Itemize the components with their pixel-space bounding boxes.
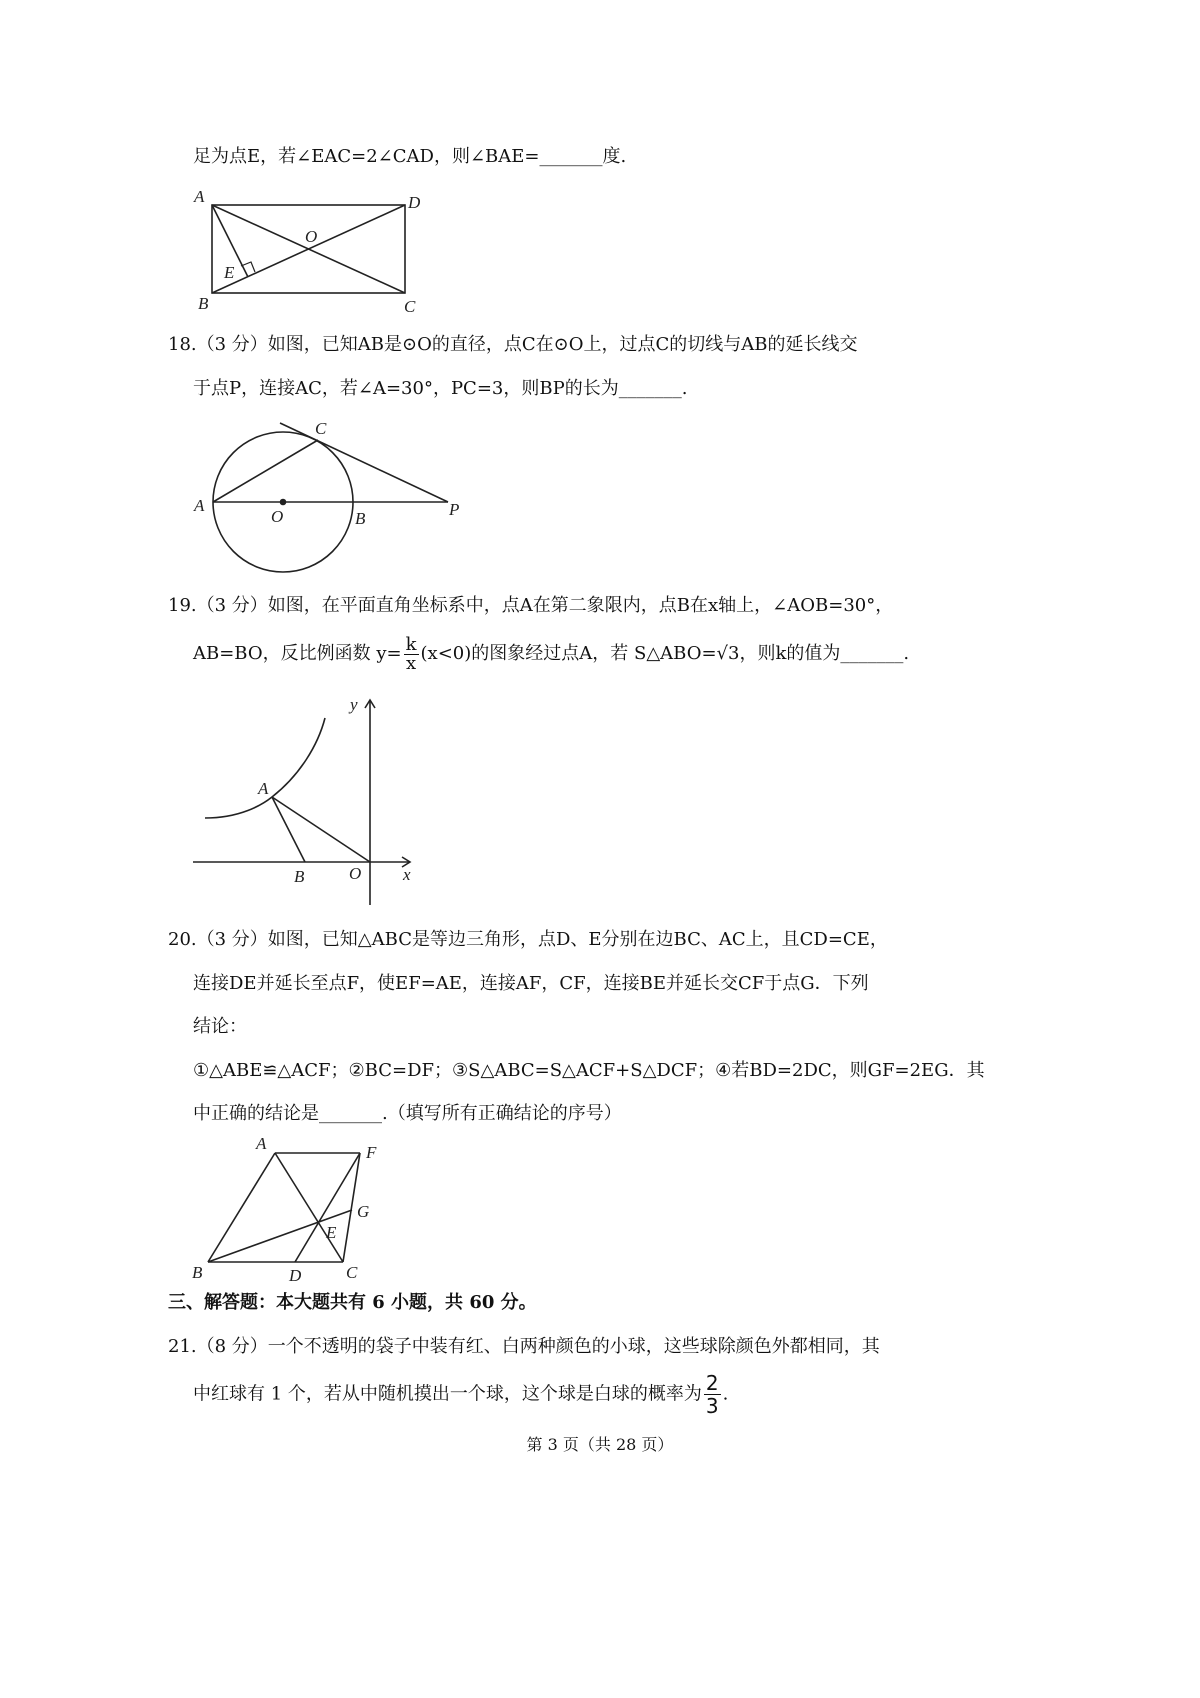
q20-line-2: 连接DE并延长至点F，使EF=AE，连接AF，CF，连接BE并延长交CF于点G．下列 [193, 973, 869, 994]
q20-line-3: 结论： [193, 1016, 247, 1037]
q20-line-1: 20.（3 分）如图，已知△ABC是等边三角形，点D、E分别在边BC、AC上，且CD=CE， [168, 929, 888, 950]
q19-label-y: y [350, 695, 358, 714]
q21-line-2-end: . [722, 1383, 729, 1405]
q17-text: 足为点E，若∠EAC=2∠CAD，则∠BAE=_______度. [193, 146, 627, 167]
q17-label-a: A [194, 187, 205, 206]
q17-label-b: B [198, 294, 209, 313]
q21-line-1: 21.（8 分）一个不透明的袋子中装有红、白两种颜色的小球，这些球除颜色外都相同，其 [168, 1336, 880, 1357]
q21-frac-den: 3 [705, 1394, 719, 1418]
q20-label-a: A [256, 1134, 267, 1153]
q20-line-5: 中正确的结论是_______.（填写所有正确结论的序号） [193, 1103, 622, 1124]
q17-label-c: C [404, 297, 416, 316]
q21-line-2-text: 中红球有 1 个，若从中随机摸出一个球，这个球是白球的概率为 [193, 1383, 702, 1405]
q17-label-d: D [408, 193, 421, 212]
q20-label-b: B [192, 1263, 203, 1282]
q17-figure [212, 205, 405, 293]
q18-line-1: 18.（3 分）如图，已知AB是⊙O的直径，点C在⊙O上，过点C的切线与AB的延长线交 [168, 334, 858, 355]
q19-label-b: B [294, 867, 305, 886]
q18-label-c: C [315, 419, 327, 438]
q21-line-2 [193, 1372, 728, 1417]
section-heading: 三、解答题：本大题共有 6 小题，共 60 分。 [168, 1292, 537, 1313]
q18-figure [213, 423, 448, 572]
q20-label-e: E [326, 1223, 337, 1242]
q20-label-g: G [357, 1202, 370, 1221]
q21-fraction [704, 1372, 721, 1417]
q18-line-2: 于点P，连接AC，若∠A=30°，PC=3，则BP的长为_______. [193, 378, 688, 399]
q17-label-o: O [305, 227, 318, 246]
q20-line-4: ①△ABE≌△ACF；②BC=DF；③S△ABC=S△ACF+S△DCF；④若BD=2DC，则GF=2EG．其 [193, 1060, 985, 1081]
q19-line-2a: AB=BO，反比例函数 y= [193, 643, 402, 664]
q19-label-x: x [403, 865, 411, 884]
q20-figure [208, 1153, 360, 1262]
q20-label-c: C [346, 1263, 358, 1282]
q19-label-o: O [349, 864, 362, 883]
q19-line-1: 19.（3 分）如图，在平面直角坐标系中，点A在第二象限内，点B在x轴上，∠AOB=30°， [168, 595, 894, 616]
q19-line-2b: (x<0)的图象经过点A，若 S△ABO=√3，则k的值为_______. [420, 643, 910, 664]
q19-frac-num: k [405, 633, 417, 655]
q18-label-p: P [449, 500, 460, 519]
page-footer: 第 3 页（共 28 页） [526, 1435, 674, 1454]
q20-label-f: F [366, 1143, 377, 1162]
q18-label-b: B [355, 509, 366, 528]
q19-label-a: A [258, 779, 269, 798]
q18-label-o: O [271, 507, 284, 526]
q19-fraction [404, 633, 419, 674]
q19-line-2 [193, 634, 909, 674]
q21-frac-num: 2 [705, 1371, 719, 1395]
q17-label-e: E [224, 263, 235, 282]
q19-frac-den: x [405, 652, 417, 674]
q18-label-a: A [194, 496, 205, 515]
q20-label-d: D [289, 1266, 302, 1285]
